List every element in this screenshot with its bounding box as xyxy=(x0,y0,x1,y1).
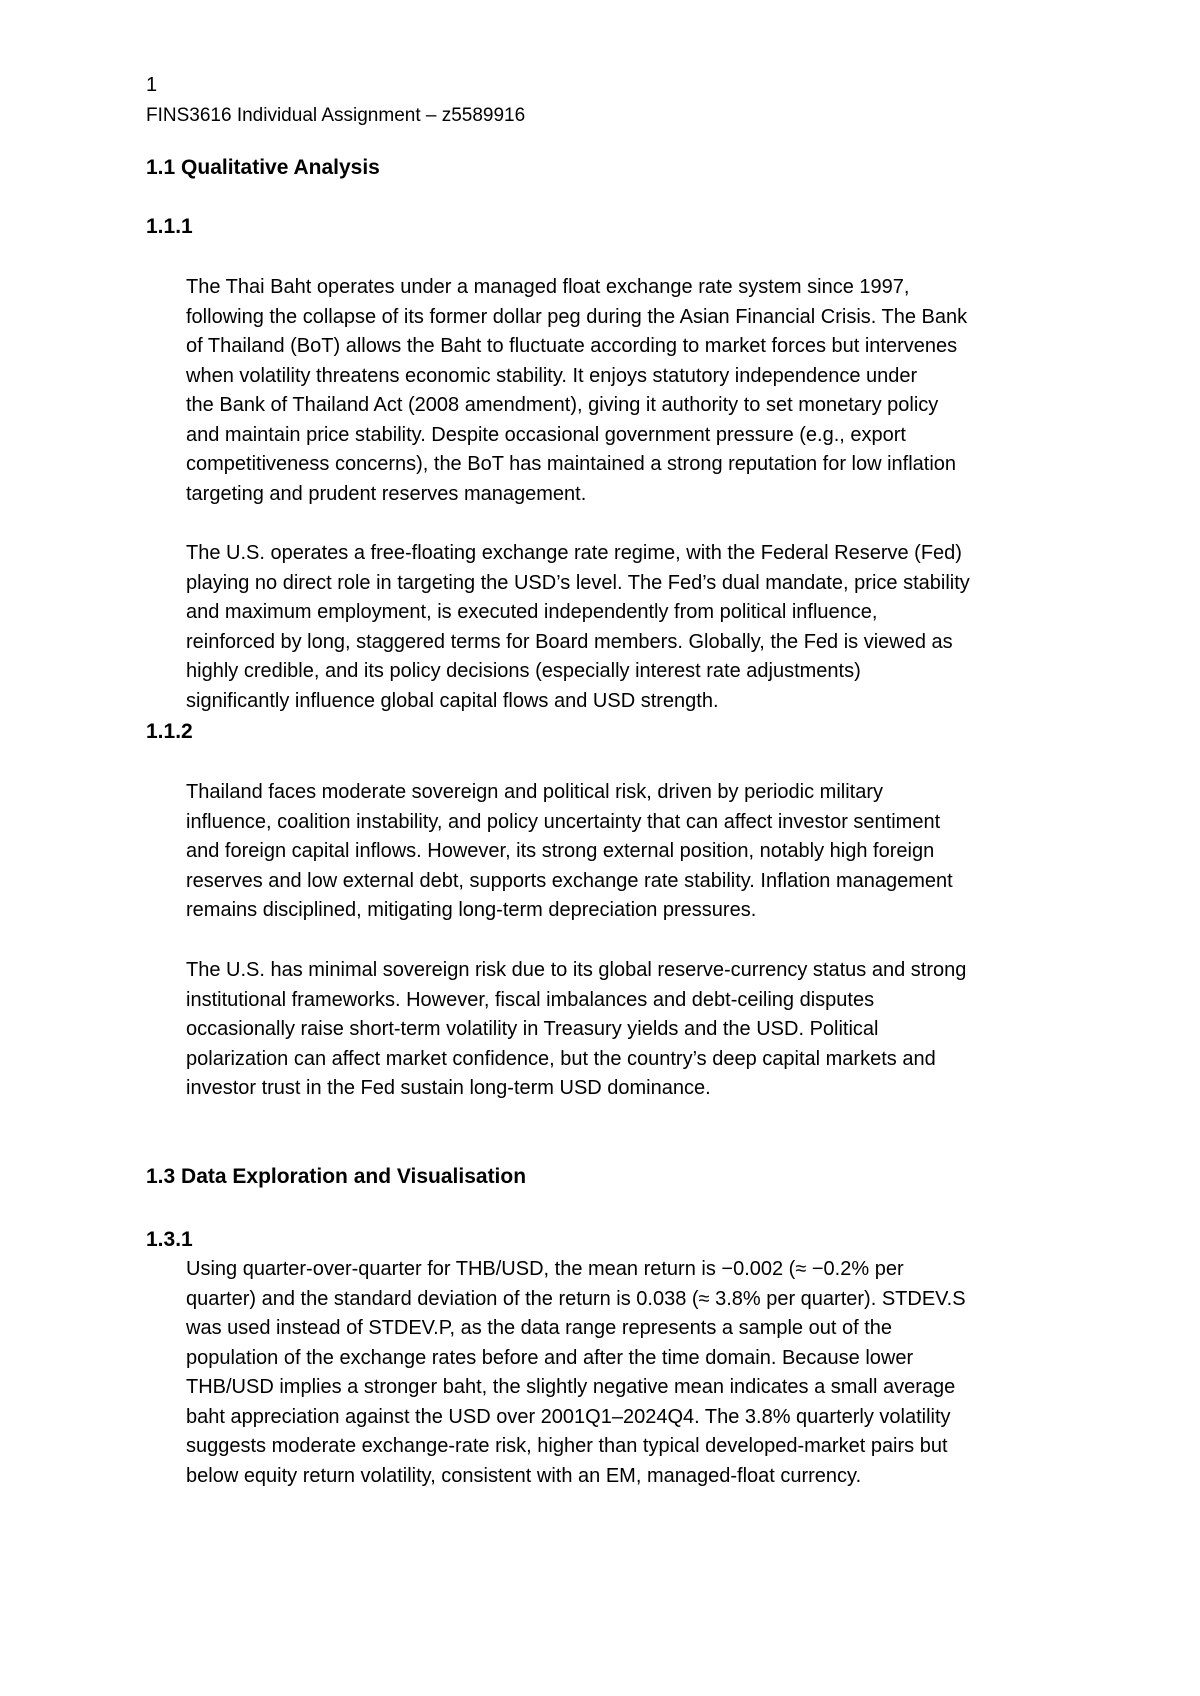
text-line: occasionally raise short-term volatility in Treasury yields and the USD. Political xyxy=(186,1018,879,1040)
text-line: significantly influence global capital flows and USD strength. xyxy=(186,689,719,712)
text-line: investor trust in the Fed sustain long-term USD dominance. xyxy=(186,1077,711,1099)
text-line: institutional frameworks. However, fiscal imbalances and debt-ceiling disputes xyxy=(186,988,875,1011)
paragraph-thai-baht-regime xyxy=(186,273,1066,509)
section-heading-1-1: 1.1 Qualitative Analysis xyxy=(146,156,380,179)
text-line: the Bank of Thailand Act (2008 amendment), giving it authority to set monetary policy xyxy=(186,394,939,416)
text-line: baht appreciation against the USD over 2001Q1–2024Q4. The 3.8% quarterly volatility xyxy=(186,1405,951,1428)
text-line: was used instead of STDEV.P, as the data range represents a sample out of the xyxy=(186,1317,892,1339)
text-line: targeting and prudent reserves management. xyxy=(186,482,587,505)
text-line: Using quarter-over-quarter for THB/USD, the mean return is −0.002 (≈ −0.2% per xyxy=(186,1258,904,1280)
text-line: of Thailand (BoT) allows the Baht to fluctuate according to market forces but intervenes xyxy=(186,335,958,357)
text-line: population of the exchange rates before and after the time domain. Because lower xyxy=(186,1346,914,1369)
text-line: highly credible, and its policy decisions (especially interest rate adjustments) xyxy=(186,660,861,682)
text-line: below equity return volatility, consistent with an EM, managed-float currency. xyxy=(186,1464,862,1487)
text-line: The U.S. has minimal sovereign risk due to its global reserve-currency status and strong xyxy=(186,959,967,981)
text-line: playing no direct role in targeting the USD’s level. The Fed’s dual mandate, price stability xyxy=(186,571,970,594)
running-header: FINS3616 Individual Assignment – z5589916 xyxy=(146,105,526,126)
subsection-heading-1-1-2: 1.1.2 xyxy=(146,720,193,743)
text-line: influence, coalition instability, and policy uncertainty that can affect investor sentiment xyxy=(186,810,941,833)
section-heading-1-3: 1.3 Data Exploration and Visualisation xyxy=(146,1165,527,1188)
page-number: 1 xyxy=(146,74,158,96)
text-line: and maximum employment, is executed independently from political influence, xyxy=(186,601,878,623)
text-line: quarter) and the standard deviation of the return is 0.038 (≈ 3.8% per quarter). STDEV.S xyxy=(186,1287,966,1310)
paragraph-thb-usd-statistics xyxy=(186,1255,1066,1491)
text-line: competitiveness concerns), the BoT has maintained a strong reputation for low inflation xyxy=(186,453,957,475)
text-line: when volatility threatens economic stability. It enjoys statutory independence under xyxy=(186,364,918,387)
paragraph-us-risk xyxy=(186,956,1066,1104)
text-line: The U.S. operates a free-floating exchange rate regime, with the Federal Reserve (Fed) xyxy=(186,542,962,564)
text-line: polarization can affect market confidence, but the country’s deep capital markets and xyxy=(186,1047,936,1070)
text-line: reserves and low external debt, supports exchange rate stability. Inflation management xyxy=(186,869,953,892)
subsection-heading-1-1-1: 1.1.1 xyxy=(146,215,193,238)
text-line: and foreign capital inflows. However, its strong external position, notably high foreign xyxy=(186,840,935,862)
subsection-heading-1-3-1: 1.3.1 xyxy=(146,1228,193,1251)
text-line: following the collapse of its former dollar peg during the Asian Financial Crisis. The Bank xyxy=(186,305,968,328)
text-line: The Thai Baht operates under a managed float exchange rate system since 1997, xyxy=(186,276,910,298)
paragraph-thailand-risk xyxy=(186,778,1066,926)
text-line: remains disciplined, mitigating long-term depreciation pressures. xyxy=(186,899,757,921)
paragraph-us-regime xyxy=(186,539,1066,716)
text-line: Thailand faces moderate sovereign and political risk, driven by periodic military xyxy=(186,781,883,803)
text-line: reinforced by long, staggered terms for Board members. Globally, the Fed is viewed as xyxy=(186,630,953,653)
text-line: suggests moderate exchange-rate risk, higher than typical developed-market pairs but xyxy=(186,1435,948,1457)
text-line: THB/USD implies a stronger baht, the slightly negative mean indicates a small average xyxy=(186,1376,956,1398)
text-line: and maintain price stability. Despite occasional government pressure (e.g., export xyxy=(186,423,906,446)
